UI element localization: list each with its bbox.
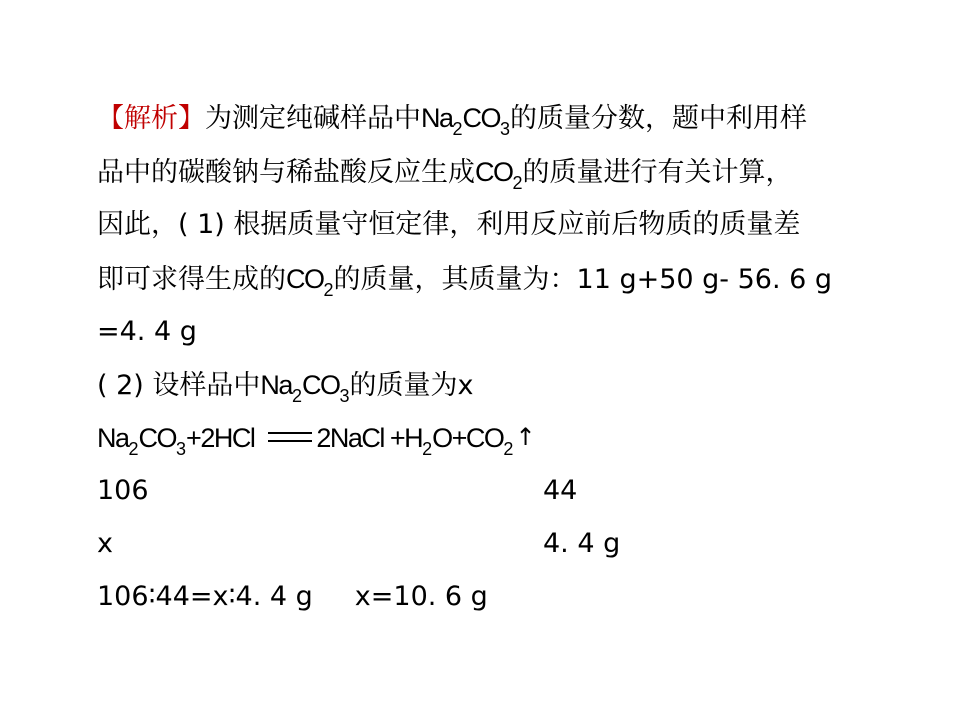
formula-part: Na [97, 423, 129, 453]
formula-subscript: 2 [452, 119, 463, 139]
formula-na2co3 [421, 103, 511, 139]
formula-part: 2NaCl +H [316, 423, 423, 453]
text-segment: 即可求得生成的 [97, 264, 286, 295]
formula-subscript: 3 [339, 386, 350, 406]
text-segment: 的质量，其质量为：11 g+50 g- 56. 6 g [333, 264, 833, 295]
analysis-line-4 [97, 259, 832, 299]
ratio-right: 4. 4 g [543, 528, 621, 559]
ratio-right: 44 [543, 475, 578, 506]
proportion-line [97, 577, 488, 617]
ratio-row-2 [97, 524, 697, 564]
text-segment: 的质量分数，题中利用样 [510, 103, 808, 134]
formula-co2 [286, 264, 334, 300]
formula-subscript: 3 [176, 439, 187, 459]
formula-subscript: 2 [291, 386, 302, 406]
proportion-expression: 106∶44=x∶4. 4 g [97, 581, 313, 612]
analysis-line-2 [97, 152, 793, 192]
text-segment: 的质量进行有关计算， [522, 157, 793, 188]
text-segment: 为测定纯碱样品中 [205, 103, 421, 134]
formula-part: CO [286, 264, 324, 294]
formula-part: +2HCl [186, 423, 255, 453]
analysis-line-3: 因此，( 1) 根据质量守恒定律，利用反应前后物质的质量差 [97, 209, 801, 240]
ratio-row-1 [97, 471, 697, 511]
formula-subscript: 2 [128, 439, 139, 459]
double-line-equals-sign [268, 432, 312, 442]
ratio-left: 106 [97, 475, 149, 506]
formula-part: Na [260, 370, 292, 400]
analysis-line-5: =4. 4 g [97, 316, 197, 347]
formula-subscript: 2 [422, 439, 433, 459]
text-segment: 品中的碳酸钠与稀盐酸反应生成 [97, 157, 475, 188]
analysis-tag: 【解析】 [97, 103, 205, 134]
proportion-result: x=10. 6 g [354, 581, 488, 612]
chemical-equation [97, 418, 534, 458]
formula-part: CO [475, 157, 513, 187]
formula-subscript: 2 [503, 439, 514, 459]
formula-co2 [475, 157, 523, 193]
gas-arrow-icon: ↑ [515, 423, 535, 451]
formula-part: O+CO [432, 423, 504, 453]
formula-part: Na [421, 103, 453, 133]
ratio-left: x [97, 528, 113, 559]
text-segment: ( 2) 设样品中 [97, 370, 261, 401]
formula-subscript: 3 [500, 119, 511, 139]
analysis-line-1 [97, 98, 807, 138]
formula-na2co3 [260, 370, 350, 406]
formula-part: CO [301, 370, 340, 400]
formula-subscript: 2 [323, 280, 334, 300]
formula-part: CO [462, 103, 501, 133]
part2-intro-line [97, 365, 473, 405]
formula-part: CO [138, 423, 177, 453]
formula-subscript: 2 [512, 173, 523, 193]
text-segment: 的质量为x [349, 370, 474, 401]
